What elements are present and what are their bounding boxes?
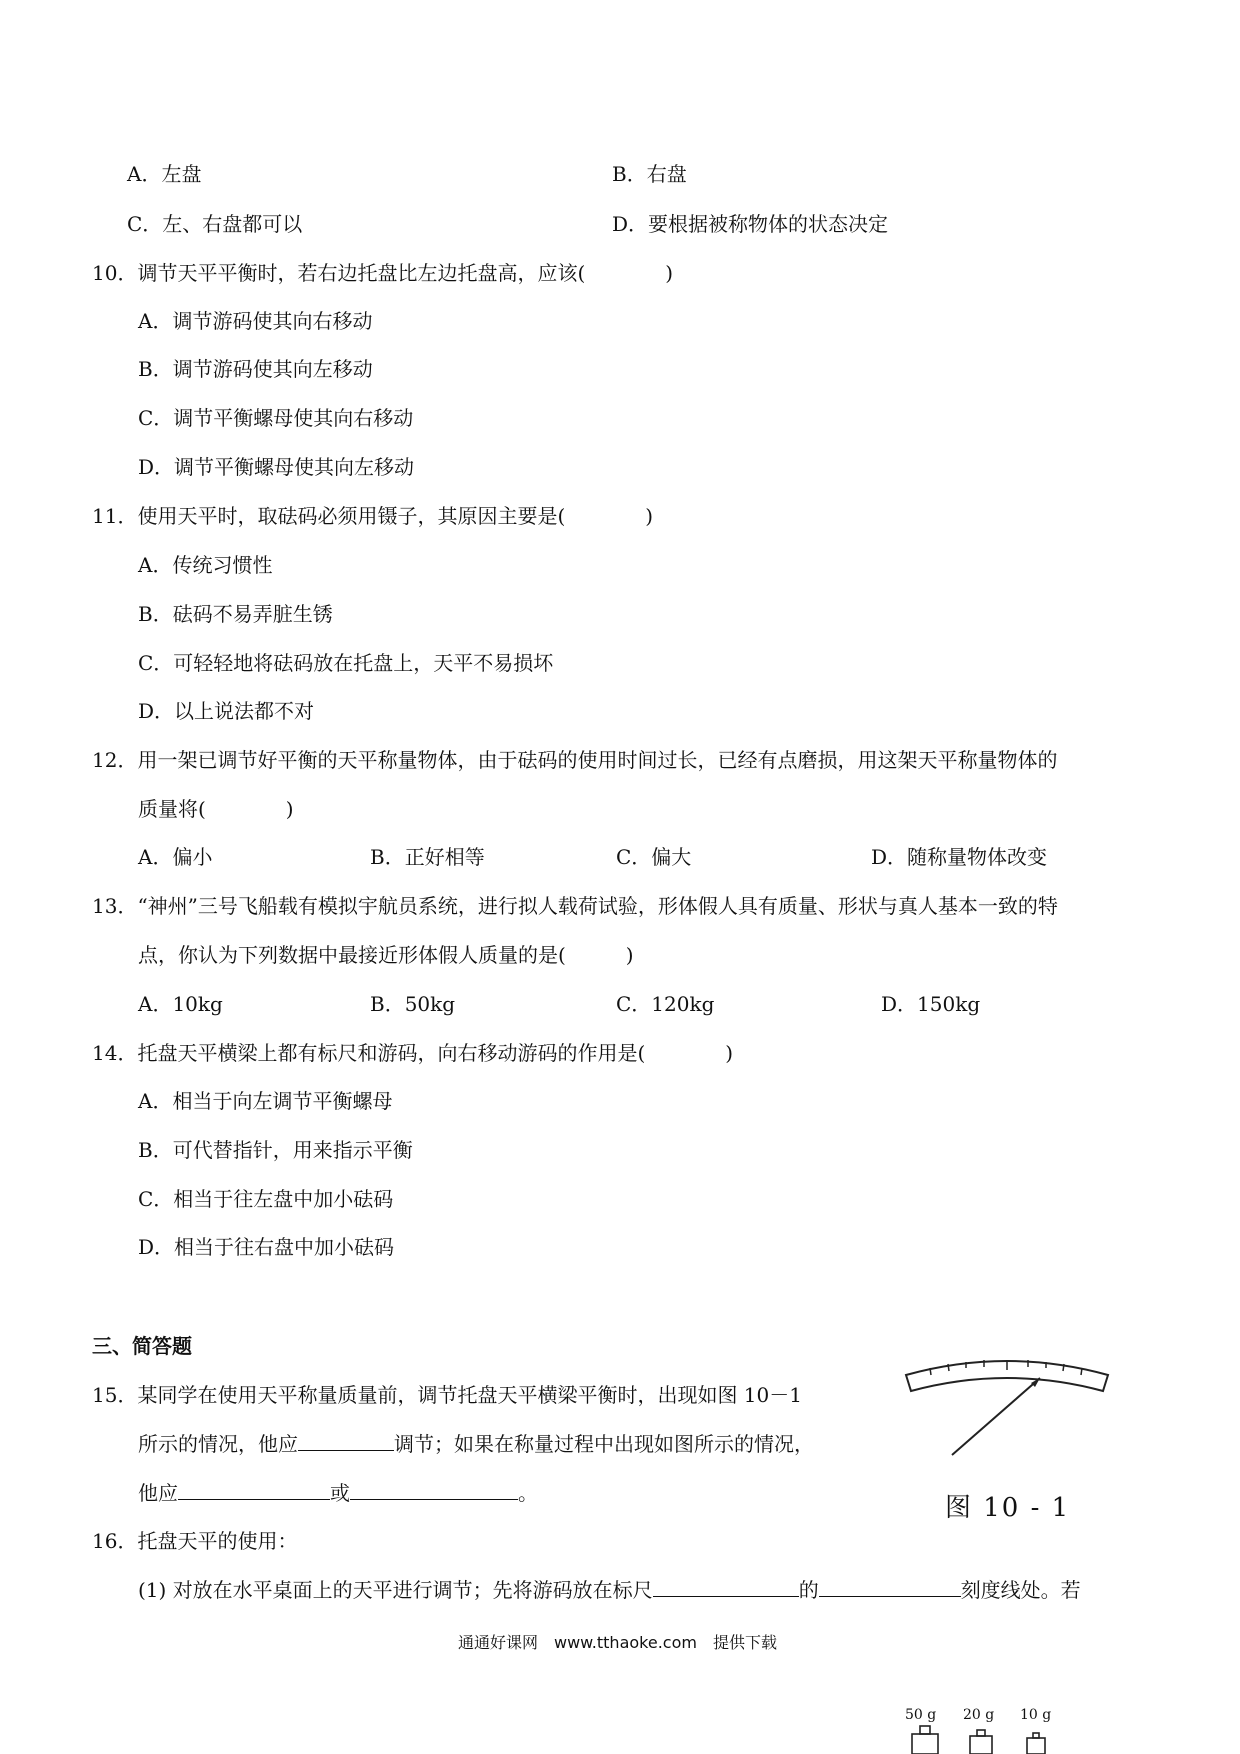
q14-stem: 14．托盘天平横梁上都有标尺和游码，向右移动游码的作用是( ) — [92, 1041, 734, 1065]
q16-stem: 16．托盘天平的使用： — [92, 1529, 298, 1553]
q12-option-a: A．偏小 — [138, 845, 213, 869]
q13-option-a: A．10kg — [138, 992, 223, 1016]
q12-option-c: C．偏大 — [616, 845, 692, 869]
q9-option-d: D．要根据被称物体的状态决定 — [612, 212, 889, 236]
q15-line2-text-b: 调节；如果在称量过程中出现如图所示的情况， — [394, 1432, 814, 1456]
q16-part1 — [138, 1576, 1081, 1604]
q13-stem-line1: 13．“神州”三号飞船载有模拟宇航员系统，进行拟人载荷试验，形体假人具有质量、形状与真人基本一致的特 — [92, 894, 1058, 918]
q10-option-c: C．调节平衡螺母使其向右移动 — [138, 406, 414, 430]
scale-ticks — [930, 1360, 1082, 1375]
q12-stem-line2: 质量将( ) — [138, 797, 294, 821]
page-footer: 通通好课网 www.tthaoke.com 提供下载 — [458, 1633, 777, 1652]
q9-option-b: B．右盘 — [612, 162, 687, 186]
weight-50g-body — [912, 1734, 938, 1754]
q11-option-b: B．砝码不易弄脏生锈 — [138, 602, 333, 626]
weight-10g-body — [1027, 1738, 1045, 1754]
weight-label-10g: 10 g — [1020, 1707, 1052, 1723]
weight-20g-body — [970, 1736, 992, 1754]
weight-label-50g: 50 g — [905, 1707, 937, 1723]
q15-blank-2[interactable] — [178, 1479, 330, 1500]
weight-50g-knob — [920, 1726, 930, 1734]
q15-line3-text-c: 。 — [518, 1481, 538, 1505]
q12-option-b: B．正好相等 — [370, 845, 485, 869]
q14-option-b: B．可代替指针，用来指示平衡 — [138, 1138, 413, 1162]
q11-option-c: C．可轻轻地将砝码放在托盘上，天平不易损坏 — [138, 651, 554, 675]
q12-stem-line1: 12．用一架已调节好平衡的天平称量物体，由于砝码的使用时间过长，已经有点磨损，用这架天平称量物体的 — [92, 748, 1058, 772]
q15-line3-text-a: 他应 — [138, 1481, 178, 1505]
q16-part1-text-a: (1) 对放在水平桌面上的天平进行调节；先将游码放在标尺 — [138, 1578, 653, 1602]
q16-part1-text-b: 的 — [798, 1578, 819, 1602]
q13-option-c: C．120kg — [616, 992, 715, 1016]
q15-line3 — [138, 1479, 538, 1507]
q14-option-d: D．相当于往右盘中加小砝码 — [138, 1235, 395, 1259]
q9-option-c: C．左、右盘都可以 — [127, 212, 303, 236]
q11-option-d: D．以上说法都不对 — [138, 699, 315, 723]
pointer-needle — [952, 1378, 1040, 1455]
q15-line3-text-b: 或 — [330, 1481, 350, 1505]
q9-option-a: A．左盘 — [127, 162, 202, 186]
q15-blank-1[interactable] — [298, 1430, 394, 1451]
q15-line2 — [138, 1430, 814, 1458]
q16-blank-2[interactable] — [819, 1576, 961, 1597]
q10-stem: 10．调节天平平衡时，若右边托盘比左边托盘高，应该( ) — [92, 261, 674, 285]
q10-option-d: D．调节平衡螺母使其向左移动 — [138, 455, 415, 479]
q14-option-a: A．相当于向左调节平衡螺母 — [138, 1089, 393, 1113]
q14-option-c: C．相当于往左盘中加小砝码 — [138, 1187, 394, 1211]
q15-line2-text-a: 所示的情况，他应 — [138, 1432, 298, 1456]
q13-option-b: B．50kg — [370, 992, 456, 1016]
q13-option-d: D．150kg — [881, 992, 981, 1016]
q10-option-b: B．调节游码使其向左移动 — [138, 357, 373, 381]
figure-caption: 图 10 - 1 — [945, 1493, 1071, 1523]
q16-blank-1[interactable] — [653, 1576, 799, 1597]
q15-line1: 15．某同学在使用天平称量质量前，调节托盘天平横梁平衡时，出现如图 10－1 — [92, 1383, 802, 1407]
weights-figure — [900, 1724, 1070, 1754]
weight-label-20g: 20 g — [963, 1707, 995, 1723]
balance-scale-figure — [900, 1355, 1115, 1460]
q13-stem-line2: 点，你认为下列数据中最接近形体假人质量的是( ) — [138, 943, 634, 967]
q12-option-d: D．随称量物体改变 — [871, 845, 1048, 869]
weight-20g-knob — [977, 1730, 985, 1736]
q11-option-a: A．传统习惯性 — [138, 553, 273, 577]
q15-blank-3[interactable] — [350, 1479, 518, 1500]
section-heading: 三、简答题 — [92, 1334, 192, 1358]
q10-option-a: A．调节游码使其向右移动 — [138, 309, 373, 333]
q16-part1-text-c: 刻度线处。若 — [960, 1578, 1081, 1602]
q11-stem: 11．使用天平时，取砝码必须用镊子，其原因主要是( ) — [92, 504, 654, 528]
